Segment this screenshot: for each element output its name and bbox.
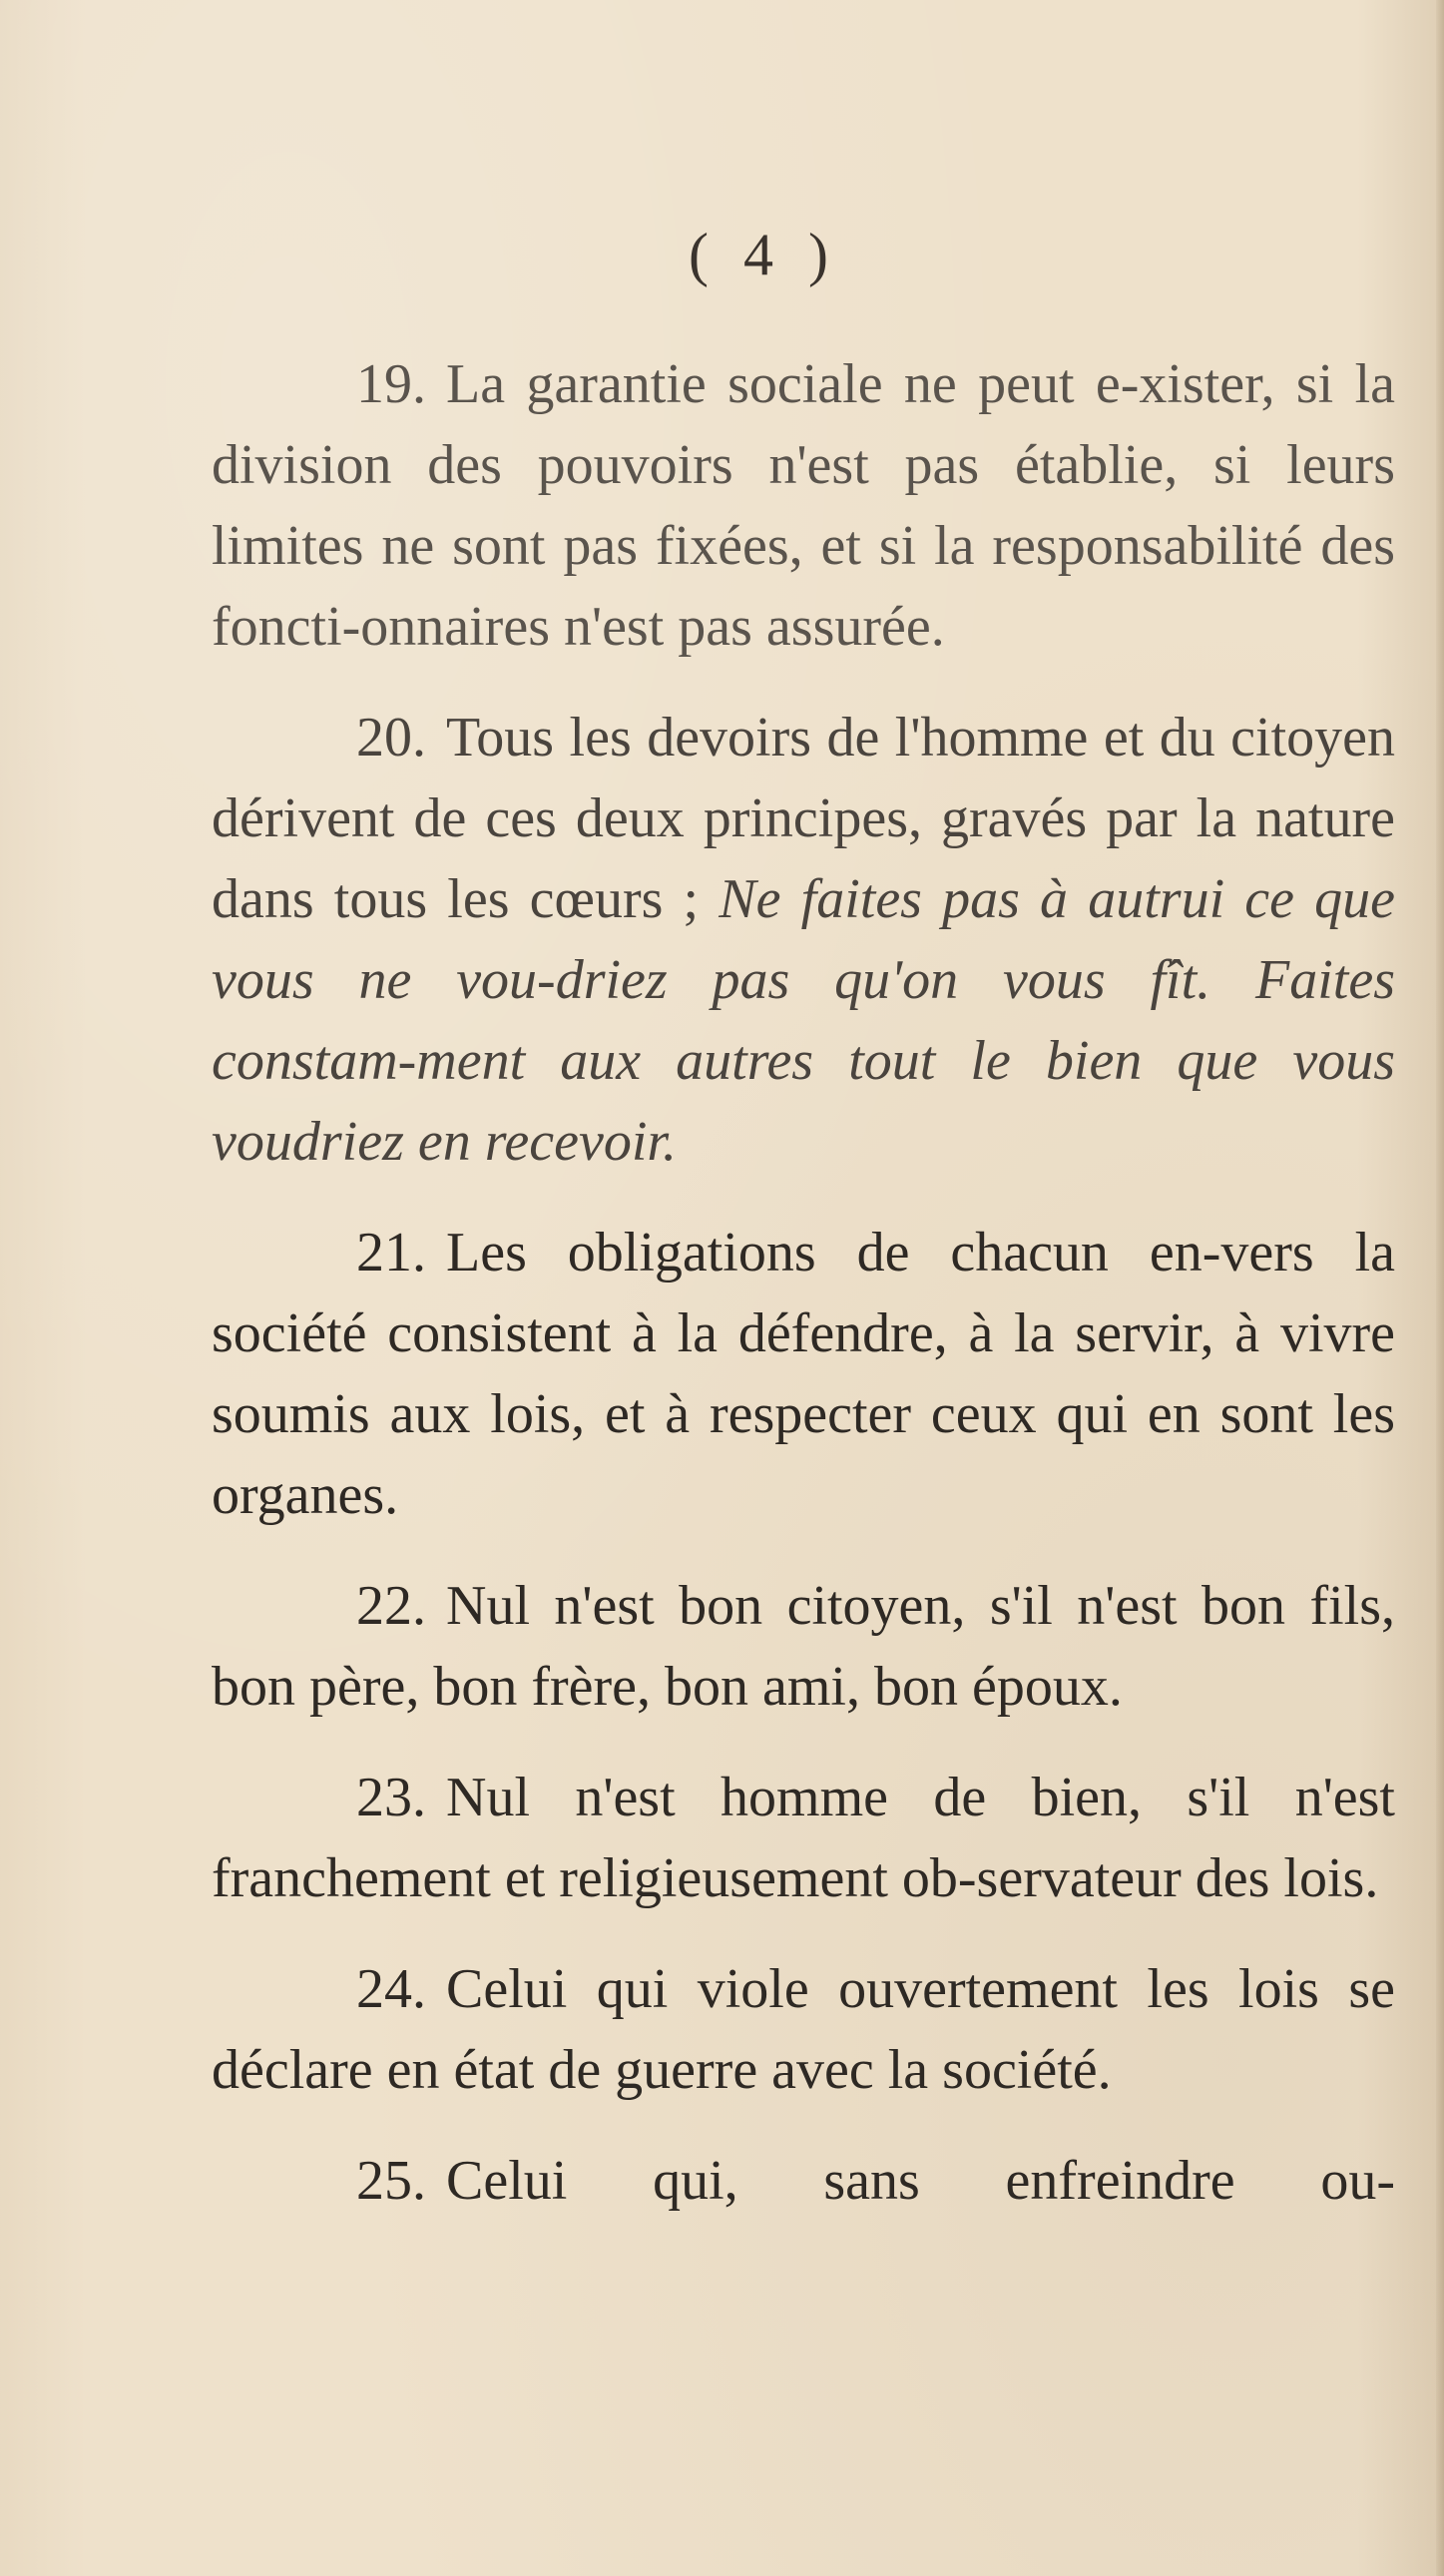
- article-number: 19.: [356, 353, 426, 415]
- article-number: 21.: [356, 1222, 426, 1284]
- article-19: [212, 344, 1395, 668]
- article-22: [212, 1566, 1395, 1728]
- article-text: Les obligations de chacun en-vers la société consistent à la défendre, à la servir, à vivre soumis aux lois, et à respecter ceux qui en sont les organes.: [212, 1222, 1395, 1526]
- page-body: [212, 344, 1395, 2252]
- article-text: Tous les devoirs de l'homme et du citoyen dérivent de ces deux principes, gravés par la nature dans tous les cœurs ;: [212, 707, 1395, 930]
- article-number: 20.: [356, 707, 426, 769]
- article-text: Celui qui viole ouvertement les lois se déclare en état de guerre avec la société.: [212, 1958, 1395, 2101]
- article-text: Celui qui, sans enfreindre ou-: [446, 2150, 1395, 2212]
- article-number: 23.: [356, 1767, 426, 1828]
- article-21: [212, 1213, 1395, 1536]
- article-23: [212, 1758, 1395, 1919]
- page-number: ( 4 ): [689, 222, 838, 287]
- article-text: La garantie sociale ne peut e-xister, si la division des pouvoirs n'est pas établie, si leurs limites ne sont pas fixées, et si la responsabilité des foncti-onnaires n'est pas assurée.: [212, 353, 1395, 658]
- article-number: 24.: [356, 1958, 426, 2020]
- article-number: 25.: [356, 2150, 426, 2212]
- article-25: [212, 2141, 1395, 2222]
- article-number: 22.: [356, 1575, 426, 1637]
- article-maxim-italic: Ne faites pas à autrui ce que vous ne vou-driez pas qu'on vous fît. Faites constam-ment aux autres tout le bien que vous voudriez en recevoir.: [212, 868, 1395, 1173]
- article-text: Nul n'est homme de bien, s'il n'est franchement et religieusement ob-servateur des lois.: [212, 1767, 1395, 1909]
- article-24: [212, 1949, 1395, 2111]
- article-20: [212, 698, 1395, 1183]
- page-edge-shadow: [1436, 0, 1444, 2576]
- article-text: Nul n'est bon citoyen, s'il n'est bon fils, bon père, bon frère, bon ami, bon époux.: [212, 1575, 1395, 1718]
